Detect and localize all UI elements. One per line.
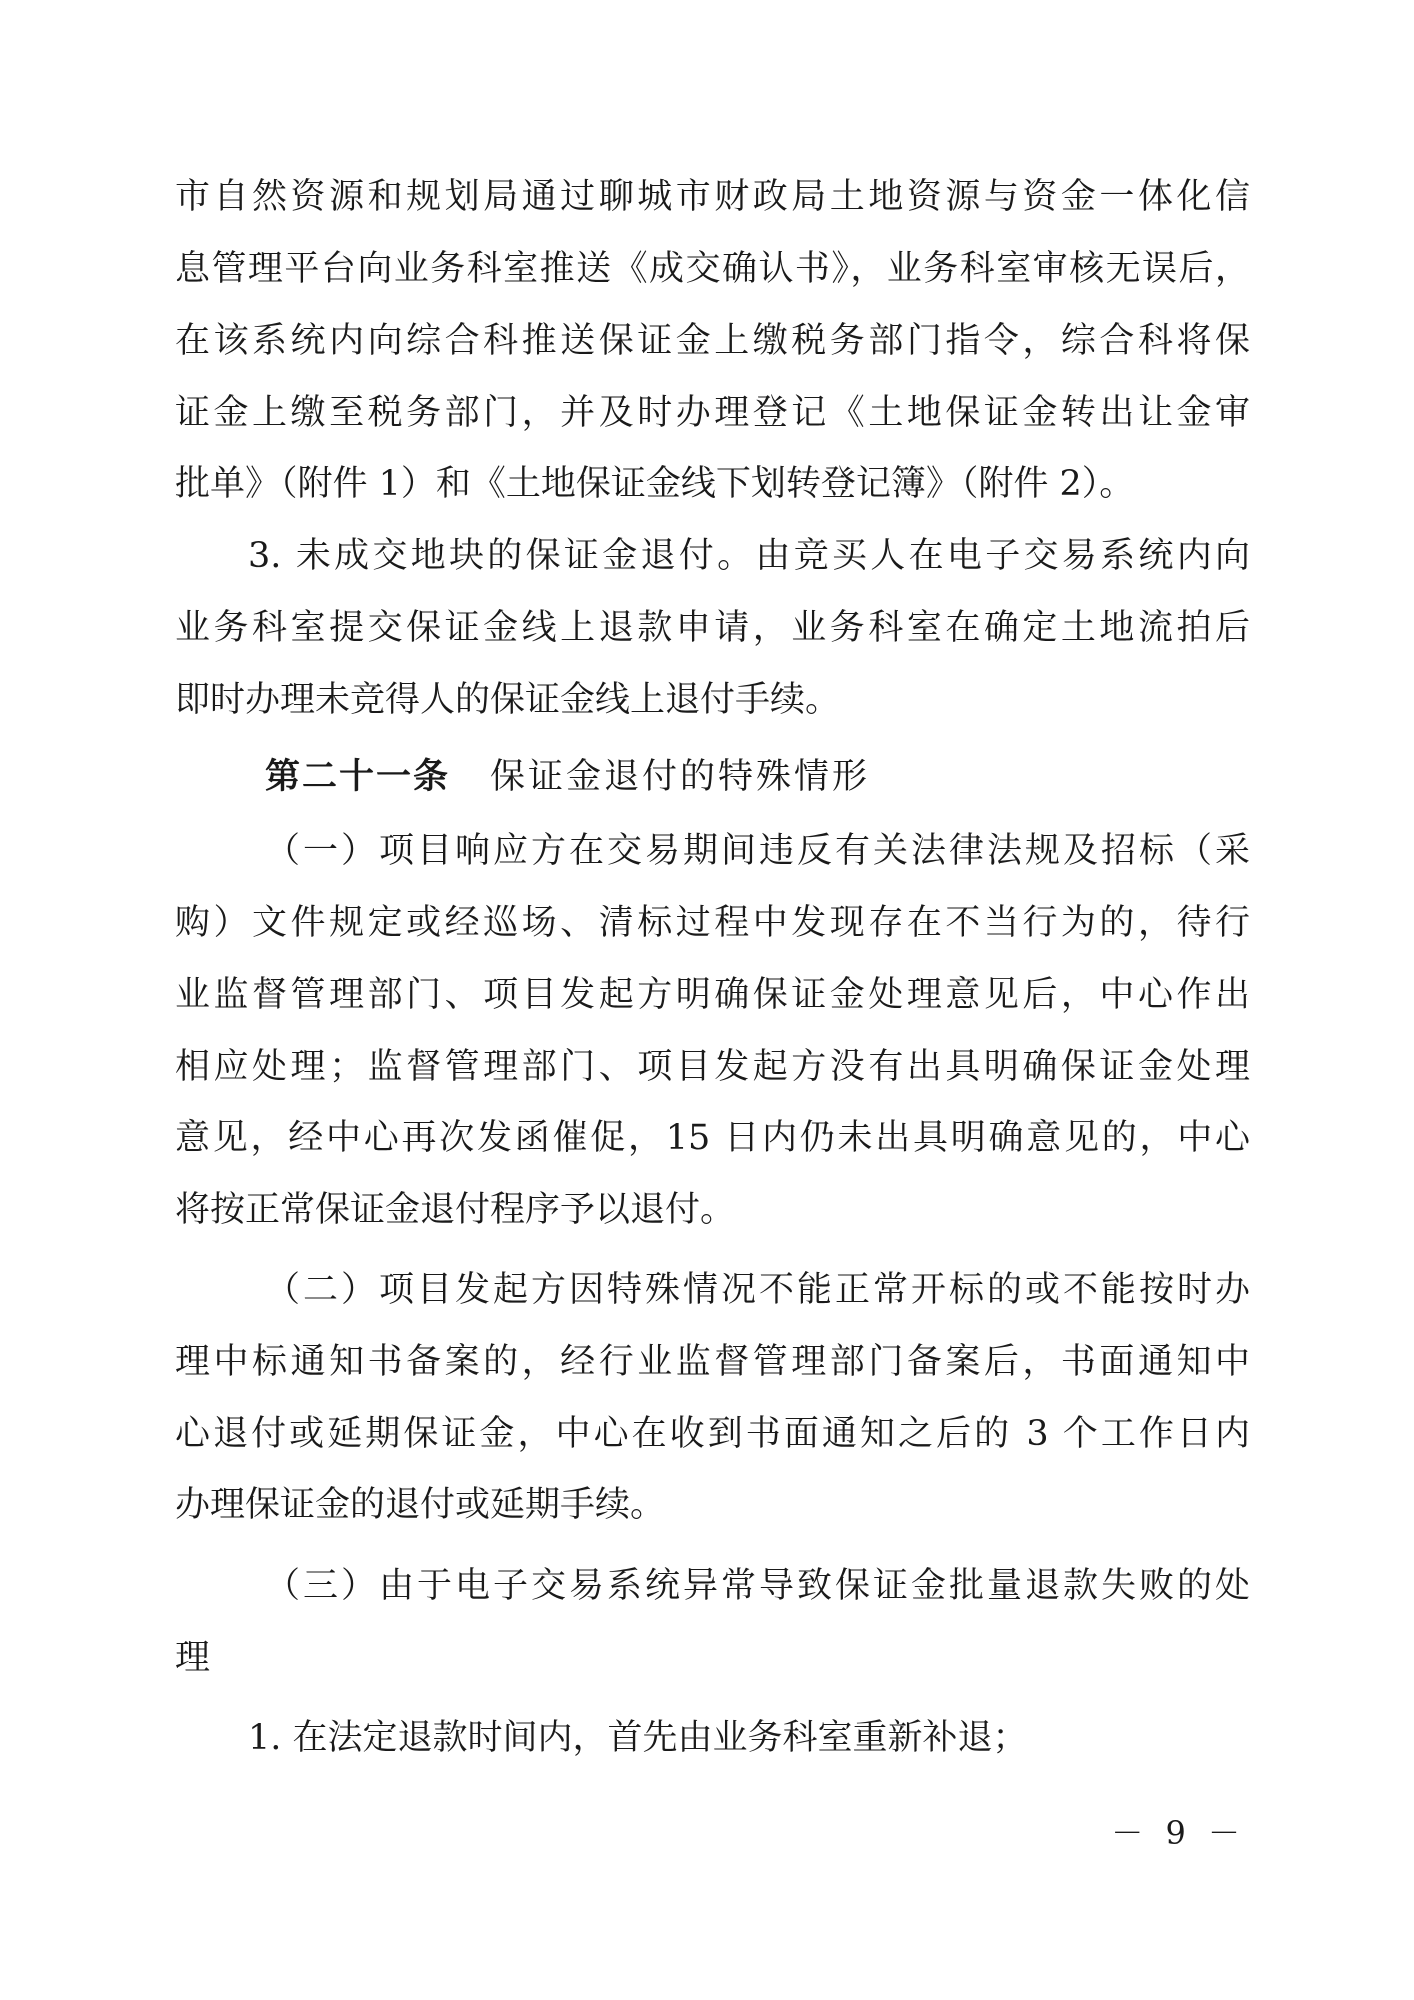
paragraph-line: 1. 在法定退款时间内，首先由业务科室重新补退； <box>248 1718 1028 1758</box>
paragraph-line: 在该系统内向综合科推送保证金上缴税务部门指令，综合科将保 <box>175 321 1250 361</box>
paragraph-line: （三）由于电子交易系统异常导致保证金批量退款失败的处 <box>265 1566 1250 1606</box>
paragraph-line: 办理保证金的退付或延期手续。 <box>175 1485 666 1525</box>
paragraph-line: （二）项目发起方因特殊情况不能正常开标的或不能按时办 <box>265 1270 1250 1310</box>
paragraph-line: 购）文件规定或经巡场、清标过程中发现存在不当行为的，待行 <box>175 903 1250 943</box>
paragraph-line: 即时办理未竞得人的保证金线上退付手续。 <box>175 680 841 720</box>
article-number: 第二十一条 <box>265 756 451 797</box>
paragraph-line: 理中标通知书备案的，经行业监督管理部门备案后，书面通知中 <box>175 1342 1250 1382</box>
paragraph-line: 市自然资源和规划局通过聊城市财政局土地资源与资金一体化信 <box>175 177 1250 217</box>
paragraph-line: 业监督管理部门、项目发起方明确保证金处理意见后，中心作出 <box>175 975 1250 1015</box>
paragraph-line: 3. 未成交地块的保证金退付。由竞买人在电子交易系统内向 <box>248 536 1250 576</box>
paragraph-line: 意见，经中心再次发函催促，15 日内仍未出具明确意见的，中心 <box>175 1118 1250 1158</box>
paragraph-line: 相应处理；监督管理部门、项目发起方没有出具明确保证金处理 <box>175 1047 1250 1087</box>
paragraph-line: （一）项目响应方在交易期间违反有关法律法规及招标（采 <box>265 831 1250 871</box>
paragraph-line: 心退付或延期保证金，中心在收到书面通知之后的 3 个工作日内 <box>175 1414 1250 1454</box>
paragraph-line: 将按正常保证金退付程序予以退付。 <box>175 1190 736 1230</box>
paragraph-line: 证金上缴至税务部门，并及时办理登记《土地保证金转出让金审 <box>175 393 1250 433</box>
paragraph-line: 批单》（附件 1）和《土地保证金线下划转登记簿》（附件 2）。 <box>175 464 1135 504</box>
page-number: － 9 － <box>1111 1814 1246 1852</box>
paragraph-line: 理 <box>175 1638 211 1678</box>
paragraph-line: 业务科室提交保证金线上退款申请，业务科室在确定土地流拍后 <box>175 608 1250 648</box>
article-heading <box>265 751 870 803</box>
article-title: 保证金退付的特殊情形 <box>490 757 871 797</box>
paragraph-line: 息管理平台向业务科室推送《成交确认书》，业务科室审核无误后， <box>175 249 1250 289</box>
